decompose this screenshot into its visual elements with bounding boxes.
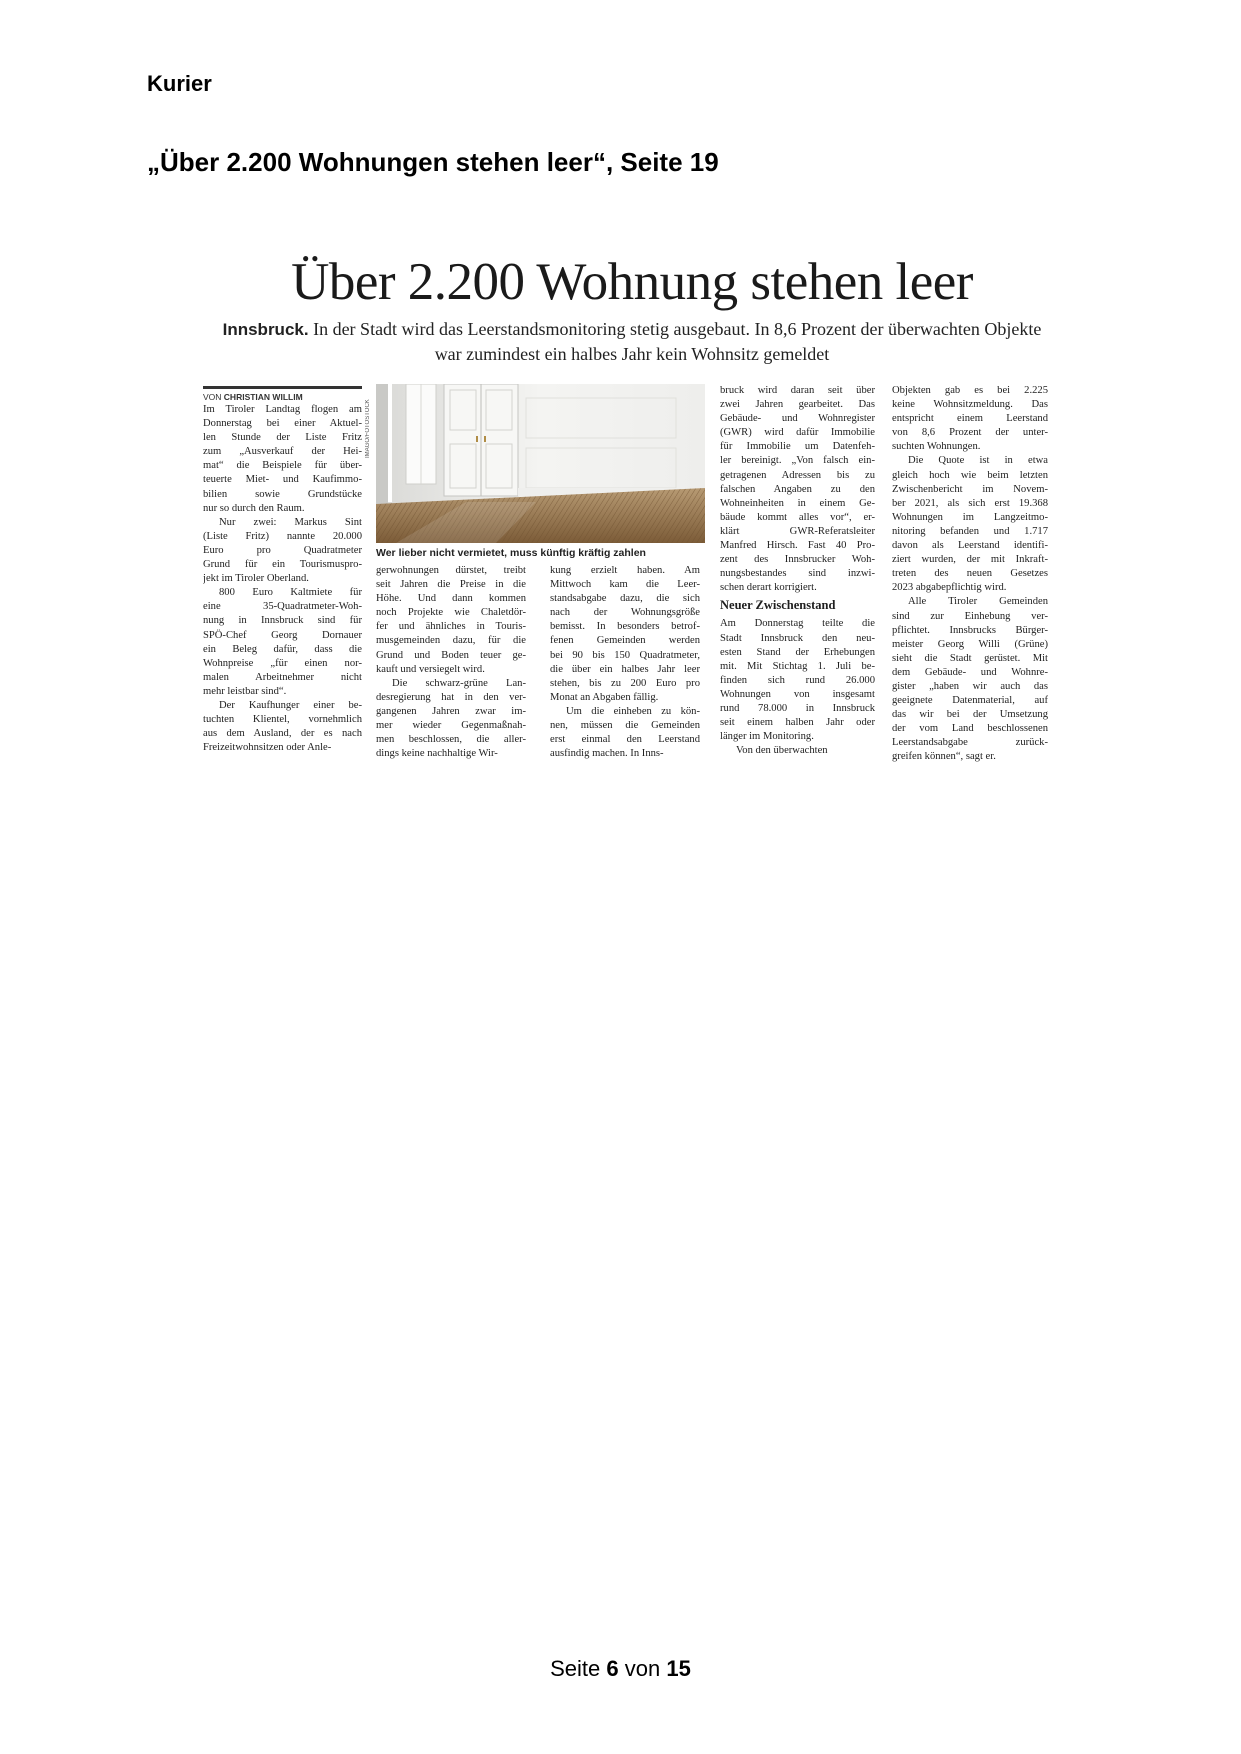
column-line: gerwohnungen dürstet, treibt: [376, 565, 526, 576]
column-line: Freizeitwohnsitzen oder Anle-: [203, 742, 332, 754]
column-line: das wir bei der Umsetzung: [892, 709, 1048, 721]
column-line: Manfred Hirsch. Fast 40 Pro-: [720, 540, 875, 552]
column-line: Stadt Innsbruck den neu-: [720, 632, 875, 644]
column-line: Objekten gab es bei 2.225: [892, 385, 1048, 396]
column-line: musgemeinden dazu, für die: [376, 635, 526, 647]
column-line: Am Donnerstag teilte die: [720, 618, 875, 630]
column-line: stehen, bis zu 200 Euro pro: [550, 677, 700, 689]
column-line: schen derart korrigiert.: [720, 582, 817, 594]
column-line: SPÖ-Chef Georg Dornauer: [203, 629, 362, 641]
column-line: men beschlossen, die aller-: [376, 734, 526, 746]
column-4-part-1: [720, 384, 875, 595]
column-line: standsabgabe dazu, die sich: [550, 593, 700, 605]
column-line: bäude kommt alles vor“, er-: [720, 511, 875, 523]
article-subheadline: [212, 317, 1052, 366]
column-line: Leerstandsabgabe zurück-: [892, 737, 1048, 749]
publication-name: Kurier: [147, 71, 212, 96]
text-column-3: [550, 564, 700, 761]
byline: [203, 386, 362, 402]
column-line: bilien sowie Grundstücke: [203, 488, 362, 500]
column-line: fenen Gemeinden werden: [550, 635, 700, 647]
column-line: Nur zwei: Markus Sint: [219, 516, 362, 528]
text-column-2: [376, 564, 526, 761]
column-line: noch Projekte wie Chaletdör-: [376, 607, 526, 619]
column-line: Euro pro Quadratmeter: [203, 544, 362, 556]
column-line: die über ein halbes Jahr leer: [550, 663, 700, 675]
column-line: pflichtet. Innsbrucks Bürger-: [892, 624, 1048, 636]
column-line: rund 78.000 in Innsbruck: [720, 702, 875, 714]
column-line: kung erzielt haben. Am: [550, 565, 700, 576]
column-line: erst einmal den Leerstand: [550, 734, 700, 746]
column-line: ein Beleg dafür, dass die: [203, 643, 362, 655]
subhead-text: In der Stadt wird das Leerstandsmonitoring stetig ausgebaut. In 8,6 Prozent der überwachten Objekte war zumindest ein halbes Jahr kein Wohnsitz gemeldet: [313, 319, 1042, 364]
column-line: desregierung hat in den ver-: [376, 691, 526, 703]
column-line: Grund und Boden teuer ge-: [376, 649, 526, 661]
column-line: nung in Innsbruck sind für: [203, 615, 362, 627]
subsection-heading: Neuer Zwischenstand: [720, 598, 836, 613]
column-line: 800 Euro Kaltmiete für: [219, 587, 362, 599]
column-line: seit Jahren die Preise in die: [376, 579, 526, 591]
article-photo-empty-room: [376, 384, 705, 543]
column-line: falschen Angaben zu den: [720, 483, 875, 495]
column-4-part-2: [720, 617, 875, 758]
column-line: Die schwarz-grüne Lan-: [392, 677, 526, 689]
column-line: aus dem Ausland, der es nach: [203, 728, 362, 740]
column-line: gister „haben wir auch das: [892, 680, 1048, 692]
column-line: kauft und versiegelt wird.: [376, 663, 485, 675]
footer-total-pages: 15: [666, 1656, 691, 1681]
column-line: Wohneinheiten in einem Ge-: [720, 497, 875, 509]
column-line: 2023 abgabepflichtig wird.: [892, 582, 1007, 594]
text-column-4: [720, 384, 875, 758]
column-line: treten des neuen Gesetzes: [892, 568, 1048, 580]
column-line: ler bereinigt. „Von falsch ein-: [720, 455, 875, 467]
column-line: Um die einheben zu kön-: [566, 705, 700, 717]
photo-credit: IMAGO/FOTOSTOCK: [365, 399, 371, 458]
column-line: Wohnungen von insgesamt: [720, 688, 875, 700]
column-line: sieht die Stadt gerüstet. Mit: [892, 652, 1048, 664]
column-line: gleich hoch wie beim letzten: [892, 469, 1048, 481]
column-line: nen, müssen die Gemeinden: [550, 720, 700, 732]
column-line: ber 2021, als sich erst 19.368: [892, 497, 1048, 509]
column-line: davon als Leerstand identifi-: [892, 540, 1048, 552]
column-line: Alle Tiroler Gemeinden: [908, 596, 1048, 608]
column-line: greifen können“, sagt er.: [892, 751, 996, 763]
column-line: Höhe. Und dann kommen: [376, 593, 526, 605]
newspaper-clipping: [192, 240, 1072, 800]
column-line: bruck wird daran seit über: [720, 385, 875, 396]
column-line: tuchten Klientel, vornehmlich: [203, 714, 362, 726]
column-line: len Stunde der Liste Fritz: [203, 432, 362, 444]
column-line: seit einem halben Jahr oder: [720, 717, 875, 729]
column-line: Zwischenbericht im Novem-: [892, 483, 1048, 495]
column-line: (Liste Fritz) nannte 20.000: [203, 530, 362, 542]
article-headline: Über 2.200 Wohnung stehen leer: [291, 253, 973, 311]
column-line: Von den überwachten: [736, 745, 828, 757]
column-line: nitoring befanden und 1.717: [892, 525, 1048, 537]
column-line: (GWR) wird dafür Immobilie: [720, 427, 875, 439]
column-line: länger im Monitoring.: [720, 731, 814, 743]
column-line: Wohnpreise „für einen nor-: [203, 657, 362, 669]
column-line: getragenen Adressen bis zu: [720, 469, 875, 481]
column-line: dings keine nachhaltige Wir-: [376, 748, 498, 760]
column-line: bemisst. In besonders betrof-: [550, 621, 700, 633]
column-line: Der Kaufhunger einer be-: [219, 699, 362, 711]
column-line: gangenen Jahren zwar im-: [376, 705, 526, 717]
photo-caption: Wer lieber nicht vermietet, muss künftig kräftig zahlen: [376, 547, 646, 559]
column-line: nungsbestandes sind inzwi-: [720, 568, 875, 580]
column-line: suchten Wohnungen.: [892, 441, 981, 453]
column-line: finden sich rund 26.000: [720, 674, 875, 686]
column-line: Gebäude- und Wohnregister: [720, 413, 875, 425]
column-line: nur so durch den Raum.: [203, 502, 305, 514]
column-line: klärt GWR-Referatsleiter: [720, 525, 875, 537]
column-line: entspricht einem Leerstand: [892, 413, 1048, 425]
column-line: jekt im Tiroler Oberland.: [203, 573, 309, 585]
column-line: Im Tiroler Landtag flogen am: [203, 404, 362, 415]
column-line: ziert wurden, der mit Inkraft-: [892, 554, 1048, 566]
column-line: esten Stand der Erhebungen: [720, 646, 875, 658]
column-line: bei 90 bis 150 Quadratmeter,: [550, 649, 700, 661]
column-line: von 8,6 Prozent der unter-: [892, 427, 1048, 439]
column-line: dem Gebäude- und Wohnre-: [892, 666, 1048, 678]
footer-current-page: 6: [606, 1656, 619, 1681]
column-line: fer und ähnliches in Touris-: [376, 621, 526, 633]
column-line: Donnerstag bei einer Aktuel-: [203, 418, 362, 430]
column-line: zum „Ausverkauf der Hei-: [203, 446, 362, 458]
column-line: zent des Innsbrucker Woh-: [720, 554, 875, 566]
text-column-5: [892, 384, 1048, 765]
column-line: ausfindig machen. In Inns-: [550, 748, 664, 760]
column-line: für Immobilie um Datenfeh-: [720, 441, 875, 453]
column-line: Wohnungen im Langzeitmo-: [892, 511, 1048, 523]
column-line: Die Quote ist in etwa: [908, 455, 1048, 467]
column-line: Monat an Abgaben fällig.: [550, 691, 659, 703]
column-line: Mittwoch kam die Leer-: [550, 579, 700, 591]
column-line: eine 35-Quadratmeter-Woh-: [203, 601, 362, 613]
column-line: meister Georg Willi (Grüne): [892, 638, 1048, 650]
footer-prefix: Seite: [550, 1656, 601, 1681]
text-column-1: [203, 403, 362, 755]
article-reference-title: „Über 2.200 Wohnungen stehen leer“, Seite 19: [147, 147, 719, 177]
column-line: teuerte Miet- und Kaufimmo-: [203, 474, 362, 486]
byline-author: CHRISTIAN WILLIM: [223, 392, 303, 402]
column-line: keine Wohnsitzmeldung. Das: [892, 399, 1048, 411]
footer-middle: von: [624, 1656, 661, 1681]
subhead-location: Innsbruck.: [222, 320, 309, 339]
column-line: sind zur Einhebung ver-: [892, 610, 1048, 622]
column-line: Grund für ein Tourismuspro-: [203, 559, 362, 571]
page-footer: [0, 1656, 1241, 1682]
column-line: zwei Jahren gearbeitet. Das: [720, 399, 875, 411]
column-line: mit. Mit Stichtag 1. Juli be-: [720, 660, 875, 672]
column-line: mehr leistbar sind“.: [203, 685, 287, 697]
column-line: der vom Land beschlossenen: [892, 723, 1048, 735]
column-line: mat“ die Beispiele für über-: [203, 460, 362, 472]
column-line: mer wieder Gegenmaßnah-: [376, 720, 526, 732]
column-line: malen Arbeitnehmer nicht: [203, 671, 362, 683]
column-line: nach der Wohnungsgröße: [550, 607, 700, 619]
byline-prefix: VON: [203, 392, 222, 402]
column-line: geeignete Datenmaterial, auf: [892, 695, 1048, 707]
